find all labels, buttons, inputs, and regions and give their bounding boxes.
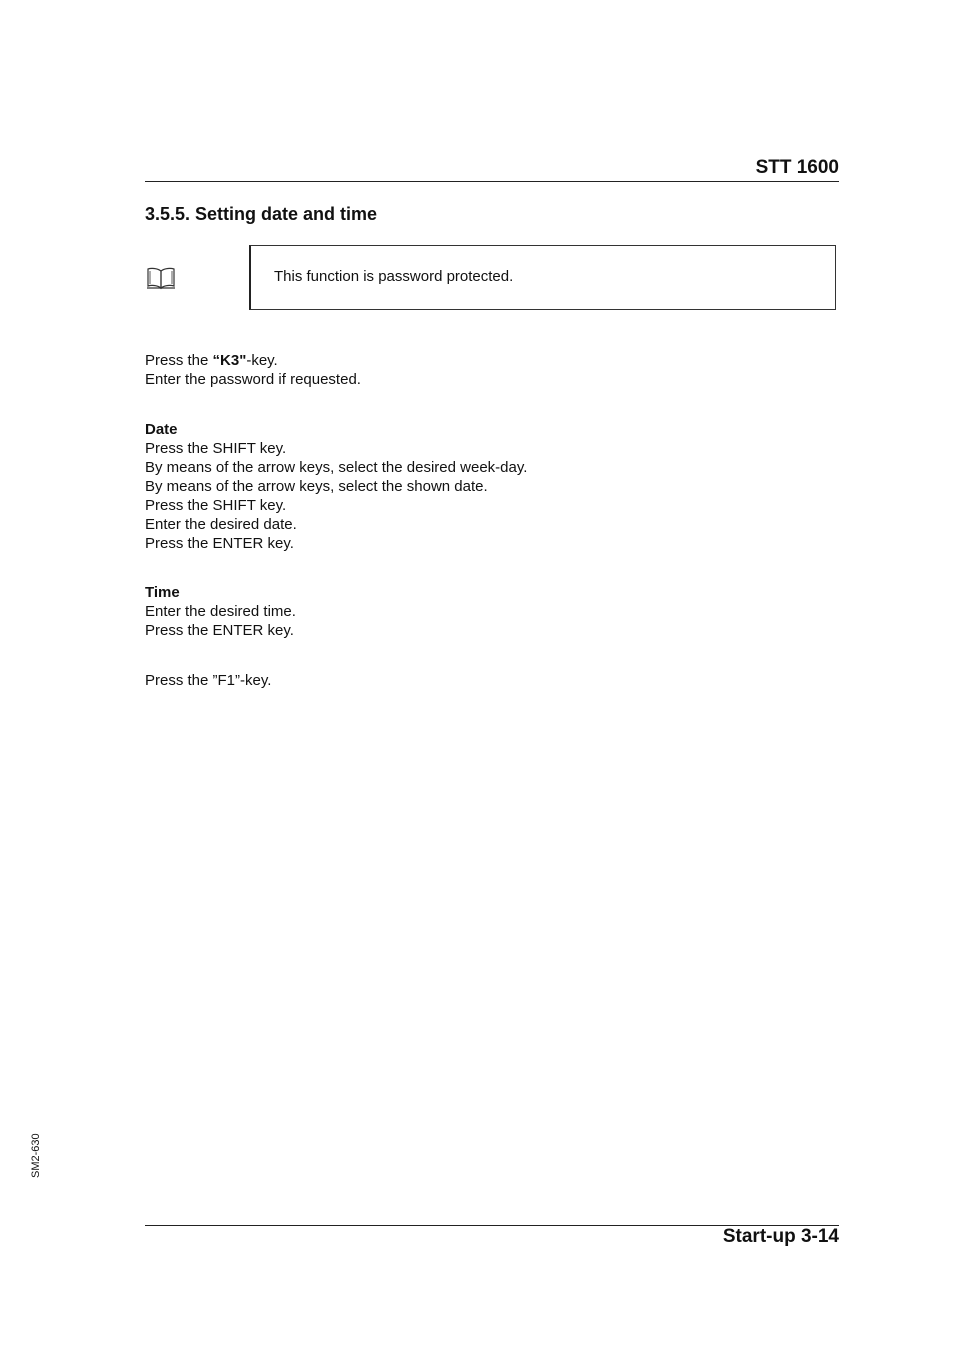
date-step: Enter the desired date. xyxy=(145,516,297,533)
k3-key-label: “K3" xyxy=(212,352,247,369)
time-step: Enter the desired time. xyxy=(145,603,296,620)
date-step: By means of the arrow keys, select the shown date. xyxy=(145,478,488,495)
date-instructions xyxy=(145,420,527,553)
time-step: Press the ENTER key. xyxy=(145,622,294,639)
page-number: Start-up 3-14 xyxy=(722,1226,839,1247)
date-step: By means of the arrow keys, select the desired week-day. xyxy=(145,459,528,476)
intro-line-1 xyxy=(145,351,361,370)
intro-line-2: Enter the password if requested. xyxy=(145,371,361,388)
final-line: Press the ”F1”-key. xyxy=(145,672,272,689)
intro-prefix: Press the xyxy=(145,352,213,369)
final-instruction xyxy=(145,671,271,690)
header-rule xyxy=(145,181,839,182)
note-box xyxy=(249,245,836,310)
date-step: Press the ENTER key. xyxy=(145,535,294,552)
document-code: SM2-630 xyxy=(30,1133,42,1178)
date-step: Press the SHIFT key. xyxy=(145,497,287,514)
time-instructions xyxy=(145,583,296,640)
intro-instructions xyxy=(145,351,361,389)
date-heading: Date xyxy=(145,421,178,438)
date-step: Press the SHIFT key. xyxy=(145,440,287,457)
section-title: 3.5.5. Setting date and time xyxy=(145,204,378,224)
time-heading: Time xyxy=(145,584,180,601)
book-icon xyxy=(146,266,176,290)
document-model: STT 1600 xyxy=(755,157,839,178)
note-text: This function is password protected. xyxy=(274,268,514,285)
intro-suffix: -key. xyxy=(246,352,278,369)
